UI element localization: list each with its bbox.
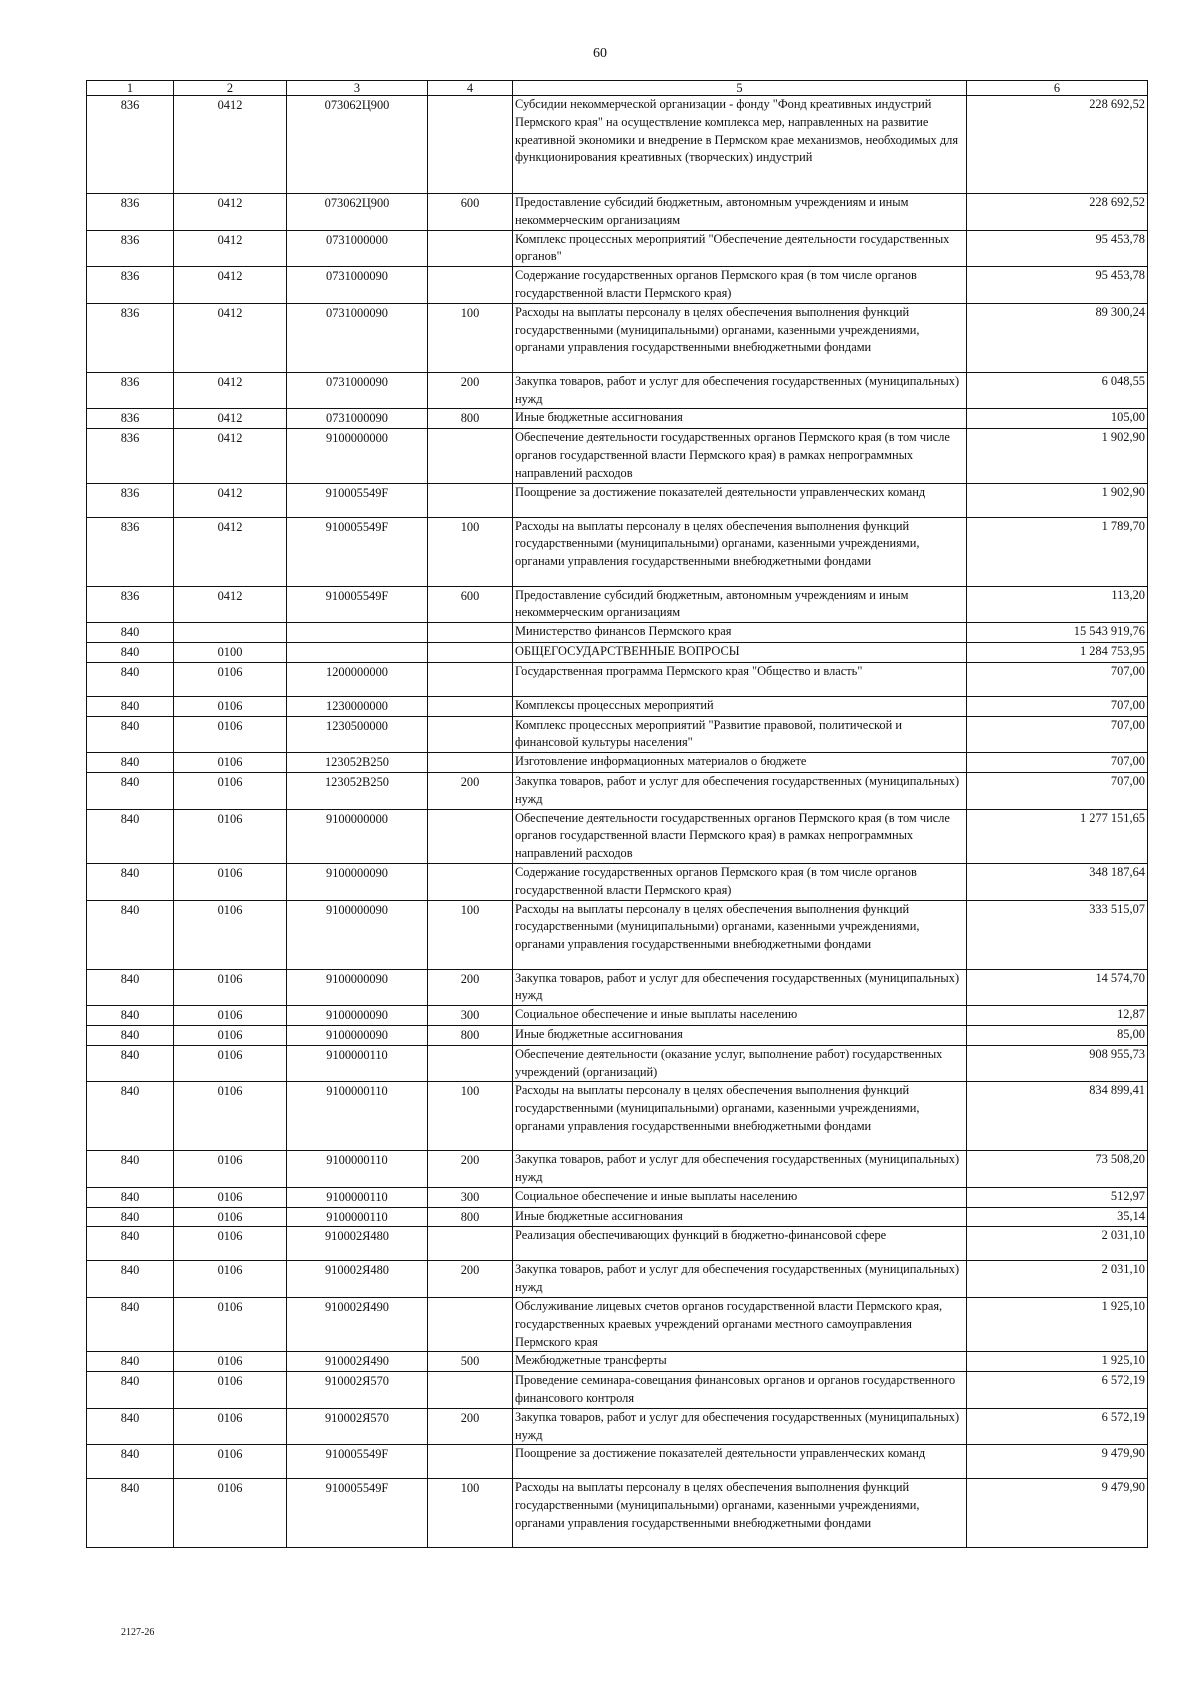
- description-cell: Закупка товаров, работ и услуг для обеспечения государственных (муниципальных) нужд: [513, 1261, 967, 1298]
- target-article-cell: 9100000090: [287, 900, 428, 969]
- section-code-cell: 0412: [174, 517, 287, 586]
- header-row: [87, 81, 1148, 96]
- agency-code-cell: 840: [87, 716, 174, 753]
- expense-type-cell: [428, 753, 513, 773]
- amount-cell: 1 902,90: [967, 483, 1148, 517]
- description-cell: Комплекс процессных мероприятий "Обеспечение деятельности государственных органов": [513, 230, 967, 267]
- amount-cell: 9 479,90: [967, 1479, 1148, 1548]
- section-code-cell: 0106: [174, 969, 287, 1006]
- table-row: [87, 1082, 1148, 1151]
- agency-code-cell: 836: [87, 429, 174, 483]
- expense-type-cell: 200: [428, 772, 513, 809]
- description-cell: Обслуживание лицевых счетов органов государственной власти Пермского края, государственных краевых учреждений органами местного самоуправления Пермского края: [513, 1298, 967, 1352]
- table-row: [87, 1298, 1148, 1352]
- agency-code-cell: 840: [87, 662, 174, 696]
- column-header: 3: [287, 81, 428, 96]
- expense-type-cell: [428, 642, 513, 662]
- section-code-cell: 0106: [174, 753, 287, 773]
- target-article-cell: 910002Я480: [287, 1261, 428, 1298]
- table-row: [87, 1045, 1148, 1082]
- table-row: [87, 586, 1148, 623]
- table-row: [87, 409, 1148, 429]
- expense-type-cell: 200: [428, 969, 513, 1006]
- section-code-cell: 0412: [174, 586, 287, 623]
- amount-cell: 228 692,52: [967, 194, 1148, 231]
- agency-code-cell: 840: [87, 969, 174, 1006]
- table-row: [87, 863, 1148, 900]
- target-article-cell: 9100000110: [287, 1045, 428, 1082]
- amount-cell: 73 508,20: [967, 1151, 1148, 1188]
- amount-cell: 15 543 919,76: [967, 623, 1148, 643]
- agency-code-cell: 840: [87, 1207, 174, 1227]
- target-article-cell: 0731000090: [287, 267, 428, 304]
- agency-code-cell: 836: [87, 372, 174, 409]
- expense-type-cell: 800: [428, 1207, 513, 1227]
- target-article-cell: [287, 642, 428, 662]
- amount-cell: 512,97: [967, 1187, 1148, 1207]
- target-article-cell: 910002Я570: [287, 1372, 428, 1409]
- table-row: [87, 772, 1148, 809]
- target-article-cell: 9100000090: [287, 1025, 428, 1045]
- expense-type-cell: 200: [428, 1261, 513, 1298]
- expense-type-cell: [428, 809, 513, 863]
- agency-code-cell: 840: [87, 772, 174, 809]
- amount-cell: 834 899,41: [967, 1082, 1148, 1151]
- description-cell: Межбюджетные трансферты: [513, 1352, 967, 1372]
- amount-cell: 89 300,24: [967, 303, 1148, 372]
- target-article-cell: 910005549F: [287, 1479, 428, 1548]
- target-article-cell: 0731000090: [287, 409, 428, 429]
- expense-type-cell: 500: [428, 1352, 513, 1372]
- amount-cell: 707,00: [967, 772, 1148, 809]
- table-row: [87, 623, 1148, 643]
- agency-code-cell: 836: [87, 267, 174, 304]
- amount-cell: 1 789,70: [967, 517, 1148, 586]
- expense-type-cell: 100: [428, 1082, 513, 1151]
- amount-cell: 14 574,70: [967, 969, 1148, 1006]
- target-article-cell: 9100000090: [287, 1006, 428, 1026]
- section-code-cell: 0106: [174, 696, 287, 716]
- expense-type-cell: 200: [428, 372, 513, 409]
- target-article-cell: 1230500000: [287, 716, 428, 753]
- section-code-cell: 0106: [174, 900, 287, 969]
- table-row: [87, 1445, 1148, 1479]
- agency-code-cell: 840: [87, 1045, 174, 1082]
- section-code-cell: 0412: [174, 429, 287, 483]
- expense-type-cell: [428, 1372, 513, 1409]
- agency-code-cell: 840: [87, 1445, 174, 1479]
- target-article-cell: 9100000090: [287, 863, 428, 900]
- table-row: [87, 753, 1148, 773]
- section-code-cell: 0412: [174, 230, 287, 267]
- description-cell: Предоставление субсидий бюджетным, автономным учреждениям и иным некоммерческим организациям: [513, 586, 967, 623]
- agency-code-cell: 840: [87, 1408, 174, 1445]
- section-code-cell: 0106: [174, 1006, 287, 1026]
- description-cell: Закупка товаров, работ и услуг для обеспечения государственных (муниципальных) нужд: [513, 1151, 967, 1188]
- amount-cell: 707,00: [967, 662, 1148, 696]
- amount-cell: 6 572,19: [967, 1372, 1148, 1409]
- amount-cell: 6 048,55: [967, 372, 1148, 409]
- description-cell: Обеспечение деятельности государственных органов Пермского края (в том числе органов государственной власти Пермского края) в рамках непрограммных направлений расходов: [513, 809, 967, 863]
- section-code-cell: 0412: [174, 303, 287, 372]
- amount-cell: 707,00: [967, 716, 1148, 753]
- description-cell: Комплексы процессных мероприятий: [513, 696, 967, 716]
- column-header: 6: [967, 81, 1148, 96]
- expense-type-cell: [428, 96, 513, 194]
- expense-type-cell: 600: [428, 586, 513, 623]
- target-article-cell: 0731000090: [287, 303, 428, 372]
- amount-cell: 35,14: [967, 1207, 1148, 1227]
- table-row: [87, 1187, 1148, 1207]
- description-cell: Содержание государственных органов Пермского края (в том числе органов государственной власти Пермского края): [513, 267, 967, 304]
- table-row: [87, 1227, 1148, 1261]
- expense-type-cell: [428, 1227, 513, 1261]
- section-code-cell: 0106: [174, 1372, 287, 1409]
- section-code-cell: 0106: [174, 1408, 287, 1445]
- target-article-cell: 1200000000: [287, 662, 428, 696]
- table-row: [87, 1151, 1148, 1188]
- expense-type-cell: 100: [428, 1479, 513, 1548]
- description-cell: Субсидии некоммерческой организации - фонду "Фонд креативных индустрий Пермского края" на осуществление комплекса мер, направленных на развитие креативной экономики и внедрение в Пермском крае механизмов, необходимых для функционирования креативных (творческих) индустрий: [513, 96, 967, 194]
- amount-cell: 228 692,52: [967, 96, 1148, 194]
- description-cell: Обеспечение деятельности (оказание услуг, выполнение работ) государственных учреждений (организаций): [513, 1045, 967, 1082]
- column-header: 4: [428, 81, 513, 96]
- section-code-cell: 0106: [174, 1298, 287, 1352]
- description-cell: Содержание государственных органов Пермского края (в том числе органов государственной власти Пермского края): [513, 863, 967, 900]
- expense-type-cell: [428, 483, 513, 517]
- amount-cell: 333 515,07: [967, 900, 1148, 969]
- section-code-cell: 0106: [174, 1479, 287, 1548]
- amount-cell: 2 031,10: [967, 1261, 1148, 1298]
- expense-type-cell: 100: [428, 517, 513, 586]
- table-row: [87, 96, 1148, 194]
- target-article-cell: 1230000000: [287, 696, 428, 716]
- agency-code-cell: 836: [87, 230, 174, 267]
- table-row: [87, 1261, 1148, 1298]
- description-cell: Иные бюджетные ассигнования: [513, 409, 967, 429]
- target-article-cell: 073062Ц900: [287, 96, 428, 194]
- table-row: [87, 1352, 1148, 1372]
- section-code-cell: 0100: [174, 642, 287, 662]
- expense-type-cell: [428, 716, 513, 753]
- description-cell: Предоставление субсидий бюджетным, автономным учреждениям и иным некоммерческим организациям: [513, 194, 967, 231]
- table-row: [87, 809, 1148, 863]
- description-cell: Расходы на выплаты персоналу в целях обеспечения выполнения функций государственными (муниципальными) органами, казенными учреждениями, органами управления государственными внебюджетными фондами: [513, 1082, 967, 1151]
- target-article-cell: 910005549F: [287, 483, 428, 517]
- section-code-cell: 0412: [174, 96, 287, 194]
- agency-code-cell: 840: [87, 1082, 174, 1151]
- agency-code-cell: 840: [87, 623, 174, 643]
- description-cell: Комплекс процессных мероприятий "Развитие правовой, политической и финансовой культуры населения": [513, 716, 967, 753]
- target-article-cell: 9100000110: [287, 1082, 428, 1151]
- section-code-cell: [174, 623, 287, 643]
- section-code-cell: 0106: [174, 1187, 287, 1207]
- amount-cell: 105,00: [967, 409, 1148, 429]
- agency-code-cell: 840: [87, 863, 174, 900]
- section-code-cell: 0106: [174, 716, 287, 753]
- expense-type-cell: [428, 623, 513, 643]
- description-cell: Поощрение за достижение показателей деятельности управленческих команд: [513, 483, 967, 517]
- amount-cell: 95 453,78: [967, 230, 1148, 267]
- target-article-cell: 9100000090: [287, 969, 428, 1006]
- expense-type-cell: 200: [428, 1408, 513, 1445]
- expense-type-cell: [428, 230, 513, 267]
- section-code-cell: 0106: [174, 1227, 287, 1261]
- amount-cell: 707,00: [967, 753, 1148, 773]
- target-article-cell: [287, 623, 428, 643]
- amount-cell: 95 453,78: [967, 267, 1148, 304]
- description-cell: Поощрение за достижение показателей деятельности управленческих команд: [513, 1445, 967, 1479]
- agency-code-cell: 840: [87, 1298, 174, 1352]
- description-cell: Социальное обеспечение и иные выплаты населению: [513, 1006, 967, 1026]
- expense-type-cell: [428, 1445, 513, 1479]
- agency-code-cell: 840: [87, 1006, 174, 1026]
- description-cell: Проведение семинара-совещания финансовых органов и органов государственного финансового контроля: [513, 1372, 967, 1409]
- expense-type-cell: 600: [428, 194, 513, 231]
- description-cell: ОБЩЕГОСУДАРСТВЕННЫЕ ВОПРОСЫ: [513, 642, 967, 662]
- target-article-cell: 123052B250: [287, 772, 428, 809]
- target-article-cell: 9100000000: [287, 429, 428, 483]
- expense-type-cell: 800: [428, 409, 513, 429]
- agency-code-cell: 836: [87, 586, 174, 623]
- agency-code-cell: 836: [87, 409, 174, 429]
- description-cell: Государственная программа Пермского края "Общество и власть": [513, 662, 967, 696]
- page-number: 60: [593, 46, 607, 61]
- agency-code-cell: 836: [87, 517, 174, 586]
- target-article-cell: 9100000110: [287, 1151, 428, 1188]
- agency-code-cell: 836: [87, 96, 174, 194]
- document-code: 2127-26: [121, 1627, 155, 1638]
- expense-type-cell: 800: [428, 1025, 513, 1045]
- description-cell: Иные бюджетные ассигнования: [513, 1025, 967, 1045]
- table-row: [87, 1207, 1148, 1227]
- agency-code-cell: 840: [87, 1352, 174, 1372]
- table-row: [87, 303, 1148, 372]
- table-row: [87, 696, 1148, 716]
- column-header: 1: [87, 81, 174, 96]
- expense-type-cell: [428, 662, 513, 696]
- amount-cell: 12,87: [967, 1006, 1148, 1026]
- expense-type-cell: [428, 696, 513, 716]
- section-code-cell: 0412: [174, 409, 287, 429]
- expense-type-cell: [428, 1298, 513, 1352]
- amount-cell: 1 925,10: [967, 1298, 1148, 1352]
- section-code-cell: 0106: [174, 772, 287, 809]
- target-article-cell: 9100000110: [287, 1207, 428, 1227]
- agency-code-cell: 840: [87, 900, 174, 969]
- amount-cell: 113,20: [967, 586, 1148, 623]
- table-row: [87, 662, 1148, 696]
- expense-type-cell: 300: [428, 1006, 513, 1026]
- description-cell: Закупка товаров, работ и услуг для обеспечения государственных (муниципальных) нужд: [513, 772, 967, 809]
- expense-type-cell: 100: [428, 900, 513, 969]
- agency-code-cell: 840: [87, 696, 174, 716]
- expense-type-cell: [428, 429, 513, 483]
- amount-cell: 1 284 753,95: [967, 642, 1148, 662]
- target-article-cell: 9100000000: [287, 809, 428, 863]
- amount-cell: 908 955,73: [967, 1045, 1148, 1082]
- agency-code-cell: 840: [87, 1227, 174, 1261]
- agency-code-cell: 840: [87, 809, 174, 863]
- description-cell: Иные бюджетные ассигнования: [513, 1207, 967, 1227]
- description-cell: Расходы на выплаты персоналу в целях обеспечения выполнения функций государственными (муниципальными) органами, казенными учреждениями, органами управления государственными внебюджетными фондами: [513, 517, 967, 586]
- section-code-cell: 0106: [174, 1445, 287, 1479]
- table-row: [87, 1025, 1148, 1045]
- amount-cell: 348 187,64: [967, 863, 1148, 900]
- expense-type-cell: [428, 1045, 513, 1082]
- table-row: [87, 1372, 1148, 1409]
- table-row: [87, 1408, 1148, 1445]
- section-code-cell: 0106: [174, 1045, 287, 1082]
- table-row: [87, 429, 1148, 483]
- budget-table: [86, 80, 1148, 1548]
- agency-code-cell: 840: [87, 1372, 174, 1409]
- table-row: [87, 483, 1148, 517]
- agency-code-cell: 840: [87, 1479, 174, 1548]
- amount-cell: 707,00: [967, 696, 1148, 716]
- description-cell: Социальное обеспечение и иные выплаты населению: [513, 1187, 967, 1207]
- amount-cell: 6 572,19: [967, 1408, 1148, 1445]
- table-row: [87, 267, 1148, 304]
- target-article-cell: 0731000000: [287, 230, 428, 267]
- expense-type-cell: 300: [428, 1187, 513, 1207]
- target-article-cell: 9100000110: [287, 1187, 428, 1207]
- amount-cell: 85,00: [967, 1025, 1148, 1045]
- table-row: [87, 716, 1148, 753]
- description-cell: Закупка товаров, работ и услуг для обеспечения государственных (муниципальных) нужд: [513, 372, 967, 409]
- target-article-cell: 910005549F: [287, 1445, 428, 1479]
- description-cell: Закупка товаров, работ и услуг для обеспечения государственных (муниципальных) нужд: [513, 969, 967, 1006]
- description-cell: Изготовление информационных материалов о бюджете: [513, 753, 967, 773]
- expense-type-cell: [428, 863, 513, 900]
- column-header: 5: [513, 81, 967, 96]
- table-row: [87, 517, 1148, 586]
- table-row: [87, 1006, 1148, 1026]
- table-row: [87, 372, 1148, 409]
- section-code-cell: 0412: [174, 267, 287, 304]
- agency-code-cell: 840: [87, 1151, 174, 1188]
- target-article-cell: 910002Я480: [287, 1227, 428, 1261]
- target-article-cell: 910005549F: [287, 517, 428, 586]
- section-code-cell: 0106: [174, 1151, 287, 1188]
- amount-cell: 1 925,10: [967, 1352, 1148, 1372]
- target-article-cell: 910005549F: [287, 586, 428, 623]
- table-row: [87, 230, 1148, 267]
- target-article-cell: 910002Я570: [287, 1408, 428, 1445]
- target-article-cell: 910002Я490: [287, 1298, 428, 1352]
- description-cell: Расходы на выплаты персоналу в целях обеспечения выполнения функций государственными (муниципальными) органами, казенными учреждениями, органами управления государственными внебюджетными фондами: [513, 303, 967, 372]
- section-code-cell: 0106: [174, 1207, 287, 1227]
- section-code-cell: 0106: [174, 863, 287, 900]
- agency-code-cell: 840: [87, 1261, 174, 1298]
- amount-cell: 1 902,90: [967, 429, 1148, 483]
- table-row: [87, 969, 1148, 1006]
- section-code-cell: 0106: [174, 1352, 287, 1372]
- expense-type-cell: 200: [428, 1151, 513, 1188]
- section-code-cell: 0412: [174, 194, 287, 231]
- column-header: 2: [174, 81, 287, 96]
- table-row: [87, 642, 1148, 662]
- agency-code-cell: 840: [87, 1025, 174, 1045]
- amount-cell: 9 479,90: [967, 1445, 1148, 1479]
- description-cell: Реализация обеспечивающих функций в бюджетно-финансовой сфере: [513, 1227, 967, 1261]
- description-cell: Расходы на выплаты персоналу в целях обеспечения выполнения функций государственными (муниципальными) органами, казенными учреждениями, органами управления государственными внебюджетными фондами: [513, 900, 967, 969]
- agency-code-cell: 840: [87, 1187, 174, 1207]
- agency-code-cell: 840: [87, 642, 174, 662]
- description-cell: Министерство финансов Пермского края: [513, 623, 967, 643]
- agency-code-cell: 836: [87, 303, 174, 372]
- description-cell: Закупка товаров, работ и услуг для обеспечения государственных (муниципальных) нужд: [513, 1408, 967, 1445]
- section-code-cell: 0106: [174, 809, 287, 863]
- amount-cell: 1 277 151,65: [967, 809, 1148, 863]
- agency-code-cell: 840: [87, 753, 174, 773]
- section-code-cell: 0412: [174, 483, 287, 517]
- table-row: [87, 194, 1148, 231]
- description-cell: Расходы на выплаты персоналу в целях обеспечения выполнения функций государственными (муниципальными) органами, казенными учреждениями, органами управления государственными внебюджетными фондами: [513, 1479, 967, 1548]
- target-article-cell: 073062Ц900: [287, 194, 428, 231]
- expense-type-cell: [428, 267, 513, 304]
- target-article-cell: 123052B250: [287, 753, 428, 773]
- target-article-cell: 0731000090: [287, 372, 428, 409]
- description-cell: Обеспечение деятельности государственных органов Пермского края (в том числе органов государственной власти Пермского края) в рамках непрограммных направлений расходов: [513, 429, 967, 483]
- agency-code-cell: 836: [87, 194, 174, 231]
- section-code-cell: 0106: [174, 1261, 287, 1298]
- amount-cell: 2 031,10: [967, 1227, 1148, 1261]
- table-row: [87, 900, 1148, 969]
- table-row: [87, 1479, 1148, 1548]
- target-article-cell: 910002Я490: [287, 1352, 428, 1372]
- section-code-cell: 0412: [174, 372, 287, 409]
- expense-type-cell: 100: [428, 303, 513, 372]
- section-code-cell: 0106: [174, 662, 287, 696]
- section-code-cell: 0106: [174, 1082, 287, 1151]
- section-code-cell: 0106: [174, 1025, 287, 1045]
- agency-code-cell: 836: [87, 483, 174, 517]
